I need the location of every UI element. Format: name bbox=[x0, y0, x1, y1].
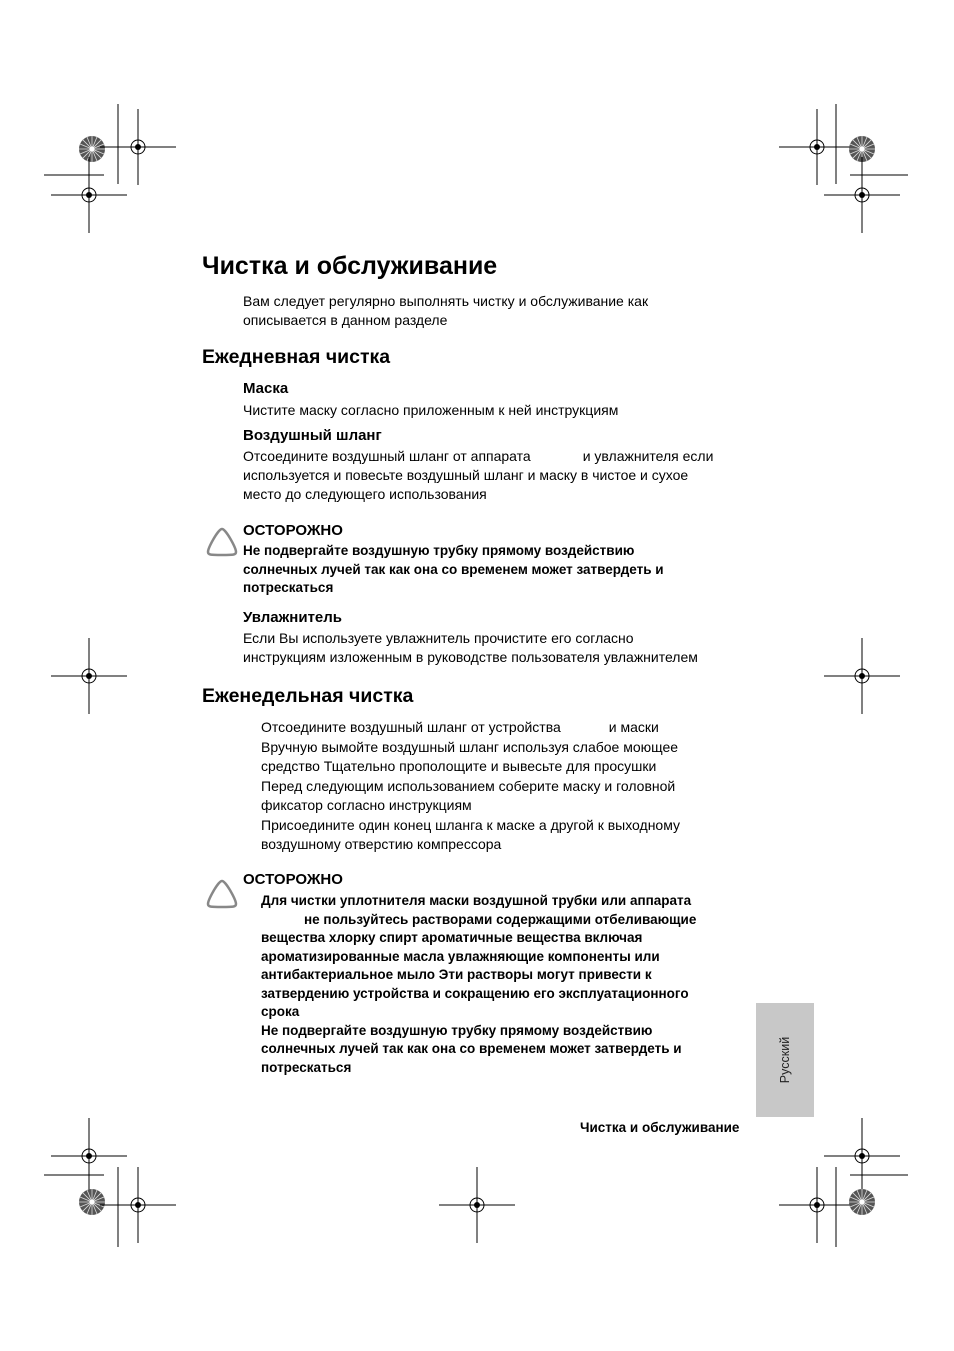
subheading-air-hose: Воздушный шланг bbox=[243, 427, 382, 444]
intro-paragraph: Вам следует регулярно выполнять чистку и обслуживание как описывается в данном разделе bbox=[243, 293, 649, 328]
subheading-humidifier: Увлажнитель bbox=[243, 609, 343, 626]
caution-icon bbox=[206, 526, 238, 558]
page-footer: Чистка и обслуживание bbox=[580, 1120, 740, 1135]
registration-cross bbox=[824, 638, 900, 714]
page-title: Чистка и обслуживание bbox=[202, 252, 498, 280]
registration-cross bbox=[100, 109, 176, 185]
registration-cross bbox=[439, 1167, 515, 1243]
humidifier-text: Если Вы используете увлажнитель прочистите его согласно инструкциям изложенным в руководстве пользователя увлажнителем bbox=[243, 630, 698, 665]
section-heading-weekly: Еженедельная чистка bbox=[202, 685, 414, 707]
section-heading-daily: Ежедневная чистка bbox=[202, 346, 391, 368]
registration-cross bbox=[51, 157, 127, 233]
weekly-steps: Отсоедините воздушный шланг от устройства и маски Вручную вымойте воздушный шланг используя слабое моющее средство Тщательно прополощите и вывесьте для просушки Перед следующим использованием соберите маску и головной фиксатор согласно инструкциям Присоедините один конец шланга к маске а другой к выходному воздушному отверстию компрессора bbox=[261, 719, 680, 852]
caution-heading: ОСТОРОЖНО bbox=[243, 522, 343, 539]
caution-heading: ОСТОРОЖНО bbox=[243, 871, 343, 888]
registration-cross bbox=[51, 638, 127, 714]
caution-text: Не подвергайте воздушную трубку прямому воздействию солнечных лучей так как она со временем может затвердеть и потрескаться bbox=[243, 543, 664, 595]
language-tab bbox=[756, 1003, 814, 1117]
registration-cross bbox=[100, 1167, 176, 1243]
registration-star-bottom-left bbox=[79, 1189, 105, 1215]
registration-cross bbox=[779, 109, 855, 185]
caution-icon bbox=[206, 878, 238, 910]
registration-star-top-left bbox=[79, 136, 105, 162]
mask-text: Чистите маску согласно приложенным к ней инструкциям bbox=[243, 402, 619, 418]
language-tab-label: Русский bbox=[778, 1036, 792, 1084]
registration-cross bbox=[51, 1118, 127, 1194]
registration-cross bbox=[824, 1118, 900, 1194]
registration-star-bottom-right bbox=[849, 1189, 875, 1215]
registration-cross bbox=[779, 1167, 855, 1243]
registration-cross bbox=[824, 157, 900, 233]
caution-text: Для чистки уплотнителя маски воздушной трубки или аппарата не пользуйтесь растворами содержащими отбеливающие вещества хлорку спирт ароматичные вещества включая ароматизированные масла увлажняющие компоненты или антибактериальное мыло Эти растворы могут привести к затвердению устройства и сокращению его эксплуатационного срока Не подвергайте воздушную трубку прямому воздействию солнечных лучей так как она со временем может затвердеть и потрескаться bbox=[261, 893, 697, 1075]
subheading-mask: Маска bbox=[243, 380, 289, 397]
air-hose-text: Отсоедините воздушный шланг от аппарата и увлажнителя если используется и повесьте воздушный шланг и маску в чистое и сухое место до следующего использования bbox=[243, 448, 714, 502]
